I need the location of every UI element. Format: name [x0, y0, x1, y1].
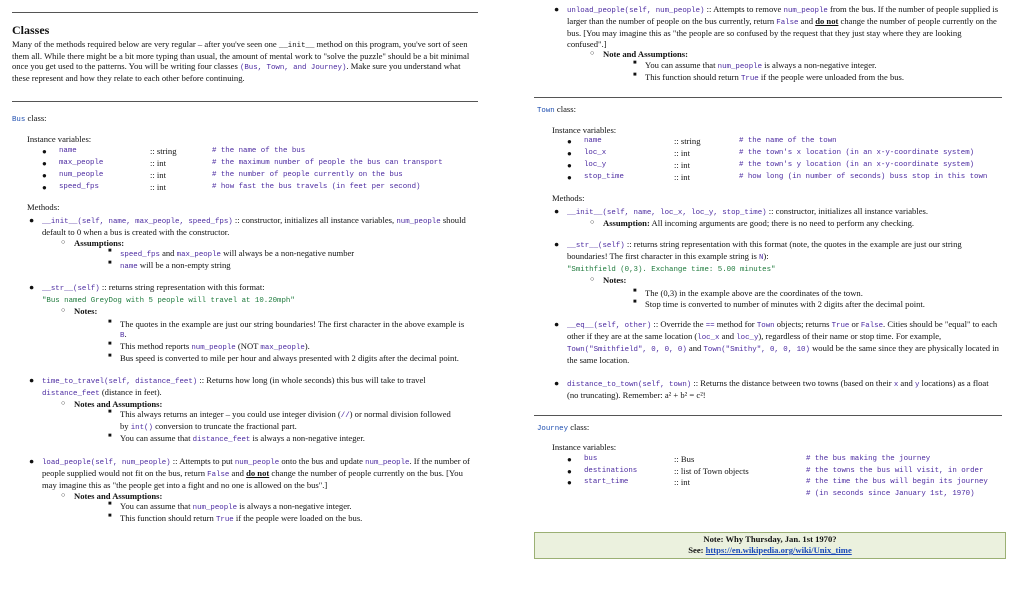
top-rule [12, 12, 478, 13]
bullet: ● [42, 170, 47, 180]
section-rule [12, 101, 478, 102]
var-type: :: int [150, 158, 166, 169]
bus-time-to-travel-method: ● time_to_travel(self, distance_feet) :: Returns how long (in whole seconds) this bus will take to travel distance_feet (distance in feet). [29, 374, 426, 398]
bus-unload-note-1: ■ You can assume that num_people is always a non-negative integer. [633, 59, 877, 71]
town-distance-method: ● distance_to_town(self, town) :: Returns the distance between two towns (based on their x and y locations) as a float (no truncating). Remember: a² + b² = c²! [554, 377, 989, 400]
bullet: ● [567, 454, 572, 464]
town-var-row [567, 148, 987, 160]
var-comment: # the town's y location (in an x-y-coordinate system) [739, 160, 975, 169]
var-comment: # the name of the town [739, 137, 837, 146]
bullet: ● [567, 148, 572, 158]
bus-init-method: ● __init__(self, name, max_people, speed_fps) :: constructor, initializes all instance variables, num_people should default to 0 when a bus is created with the constructor. [29, 215, 466, 238]
var-comment: # the town's x location (in an x-y-coordinate system) [739, 148, 975, 157]
bus-assumption-1: ■ speed_fps and max_people will always be a non-negative number [108, 248, 355, 260]
town-str-method: ● __str__(self) :: returns string representation with this format (note, the quotes in the example are just our string boundaries! The first character in this example string is N): "Smithfield (0,3). Exchange time: 5.00 minutes" [554, 238, 962, 274]
bus-load-note-2: ■ This function should return True if the people were loaded on the bus. [108, 513, 363, 525]
bullet: ● [567, 478, 572, 488]
bus-unload-notes: ○ Note and Assumptions: [590, 49, 689, 60]
var-type: :: string [674, 136, 701, 147]
var-comment: # the name of the bus [212, 147, 306, 156]
bus-unload-people-method: ● unload_people(self, num_people) :: Attempts to remove num_people from the bus. If the number of people supplied is larger than the number of people on the bus currently, return False and do not change the number of people currently on the bus. [You may imagine this as "the people are so confused by the request that they just stay where they are looking confused".] [554, 4, 999, 49]
var-name: num_people [59, 170, 104, 179]
var-name: loc_y [584, 160, 607, 169]
bus-str-notes: ○ Notes: [61, 306, 98, 317]
intro-paragraph: Many of the methods required below are very regular – after you've seen one __init__ method on this program, you've sort of seen them all. While there might be a bit more typing than usual, the amount of mental work to "solve the puzzle" should be a bit minimal once you get used to the patterns. You will be writing four classes (Bus, Town, and Journey). Make sure you understand what these represent and how they relate to each other before continuing. [12, 38, 470, 84]
journey-var-row [567, 454, 988, 466]
section-rule [534, 97, 1002, 98]
journey-class-heading: Journey class: [537, 422, 590, 434]
var-comment: # how fast the bus travels (in feet per second) [212, 182, 421, 191]
var-comment: # the maximum number of people the bus can transport [212, 159, 443, 168]
var-comment: # the towns the bus will visit, in order [806, 466, 984, 475]
bus-ttt-note-1: ■ This always returns an integer – you could use integer division (//) or normal division followed by int() conversion to truncate the fractional part. [108, 409, 451, 433]
bullet: ● [42, 159, 47, 169]
bus-vars-heading: Instance variables: [27, 133, 92, 144]
bus-class-heading: Bus class: [12, 112, 47, 124]
var-type: :: int [674, 477, 690, 488]
var-comment: # how long (in number of seconds) buss stop in this town [739, 172, 988, 181]
journey-var-row [567, 466, 988, 478]
var-type: :: int [674, 171, 690, 182]
var-comment: # (in seconds since January 1st, 1970) [806, 490, 975, 499]
town-str-notes: ○ Notes: [590, 274, 627, 285]
journey-var-row-continued [567, 489, 988, 499]
bus-load-notes: ○ Notes and Assumptions: [61, 490, 163, 501]
town-vars-table [567, 136, 987, 183]
bus-var-row [42, 158, 443, 170]
bus-load-note-1: ■ You can assume that num_people is always a non-negative integer. [108, 501, 352, 513]
var-comment: # the time the bus will begin its journey [806, 478, 988, 487]
unix-time-link[interactable]: https://en.wikipedia.org/wiki/Unix_time [705, 545, 852, 556]
bus-str-method: ● __str__(self) :: returns string representation with this format: "Bus named GreyDog with 5 people will travel at 10.20mph" [29, 282, 295, 306]
var-name: loc_x [584, 148, 607, 157]
bus-methods-heading: Methods: [27, 201, 60, 212]
town-str-note-1: ■ The (0,3) in the example above are the coordinates of the town. [633, 288, 863, 299]
town-init-method: ● __init__(self, name, loc_x, loc_y, stop_time) :: constructor, initializes all instance variables. [554, 206, 929, 218]
town-str-note-2: ■ Stop time is converted to number of minutes with 2 digits after the decimal point. [633, 298, 925, 309]
bus-init-assumptions: ○ Assumptions: [61, 237, 125, 248]
var-name: start_time [584, 478, 629, 487]
right-column [537, 0, 1002, 499]
bus-var-row [42, 170, 443, 182]
bus-load-people-method: ● load_people(self, num_people) :: Attempts to put num_people onto the bus and update num_people. If the number of people supplied would not fit on the bus, return False and do not change the number of people currently on the bus. [You may imagine this as "the people get into a fight and no one is allowed on the bus".] [29, 456, 470, 491]
bullet: ● [567, 160, 572, 170]
var-name: destinations [584, 466, 638, 475]
note-line: Note: Why Thursday, Jan. 1st 1970? [703, 534, 837, 544]
journey-var-row [567, 477, 988, 489]
bus-unload-note-2: ■ This function should return True if the people were unloaded from the bus. [633, 71, 905, 83]
journey-vars-heading: Instance variables: [552, 442, 617, 453]
bus-str-note-1: ■ The quotes in the example are just our string boundaries! The first character in the above example is B. [108, 318, 465, 341]
var-type: :: int [150, 169, 166, 180]
bullet: ● [42, 182, 47, 192]
var-type: :: int [150, 181, 166, 192]
var-comment: # the bus making the journey [806, 454, 931, 463]
bus-ttt-notes: ○ Notes and Assumptions: [61, 398, 163, 409]
bus-var-row [42, 182, 443, 194]
var-name: max_people [59, 159, 104, 168]
var-name: speed_fps [59, 182, 99, 191]
var-type: :: int [674, 159, 690, 170]
section-rule [534, 415, 1002, 416]
var-type: :: int [674, 147, 690, 158]
note-see-line: See: https://en.wikipedia.org/wiki/Unix_time [688, 545, 852, 556]
town-class-heading: Town class: [537, 103, 576, 115]
bus-str-note-3: ■ Bus speed is converted to mile per hour and always presented with 2 digits after the decimal point. [108, 353, 459, 364]
bullet: ● [42, 147, 47, 157]
journey-vars-table [567, 454, 988, 500]
bullet: ● [567, 466, 572, 476]
bus-var-row [42, 146, 443, 158]
var-comment: # the number of people currently on the bus [212, 170, 403, 179]
town-var-row [567, 160, 987, 172]
var-name: stop_time [584, 172, 624, 181]
left-column [12, 0, 478, 525]
section-title: Classes [12, 23, 50, 37]
var-name: bus [584, 454, 598, 463]
intro-section [12, 23, 478, 84]
town-var-row [567, 172, 987, 184]
bus-str-note-2: ■ This method reports num_people (NOT max_people). [108, 341, 310, 353]
bus-assumption-2: ■ name will be a non-empty string [108, 260, 231, 272]
bus-ttt-note-2: ■ You can assume that distance_feet is always a non-negative integer. [108, 433, 365, 445]
town-vars-heading: Instance variables: [552, 124, 617, 135]
var-type: :: string [150, 146, 177, 157]
town-var-row [567, 136, 987, 148]
town-init-assumption: ○ Assumption: All incoming arguments are good; there is no need to perform any checking. [590, 218, 915, 229]
bus-vars-table [42, 146, 443, 193]
town-methods-heading: Methods: [552, 192, 585, 203]
var-name: name [59, 147, 77, 156]
var-name: name [584, 137, 602, 146]
var-type: :: list of Town objects [674, 465, 749, 476]
bullet: ● [567, 137, 572, 147]
town-eq-method: ● __eq__(self, other) :: Override the == method for Town objects; returns True or False. Cities should be "equal" to each other if they are at the same location (loc_x and loc_y), regardless of their name or stop time. For example, Town("Smithfield", 0, 0, 0) and Town("Smithy", 0, 0, 10) would be the same since they are physically located in the same location. [554, 319, 999, 366]
bullet: ● [567, 172, 572, 182]
unix-time-note [534, 532, 1006, 559]
var-type: :: Bus [674, 453, 695, 464]
